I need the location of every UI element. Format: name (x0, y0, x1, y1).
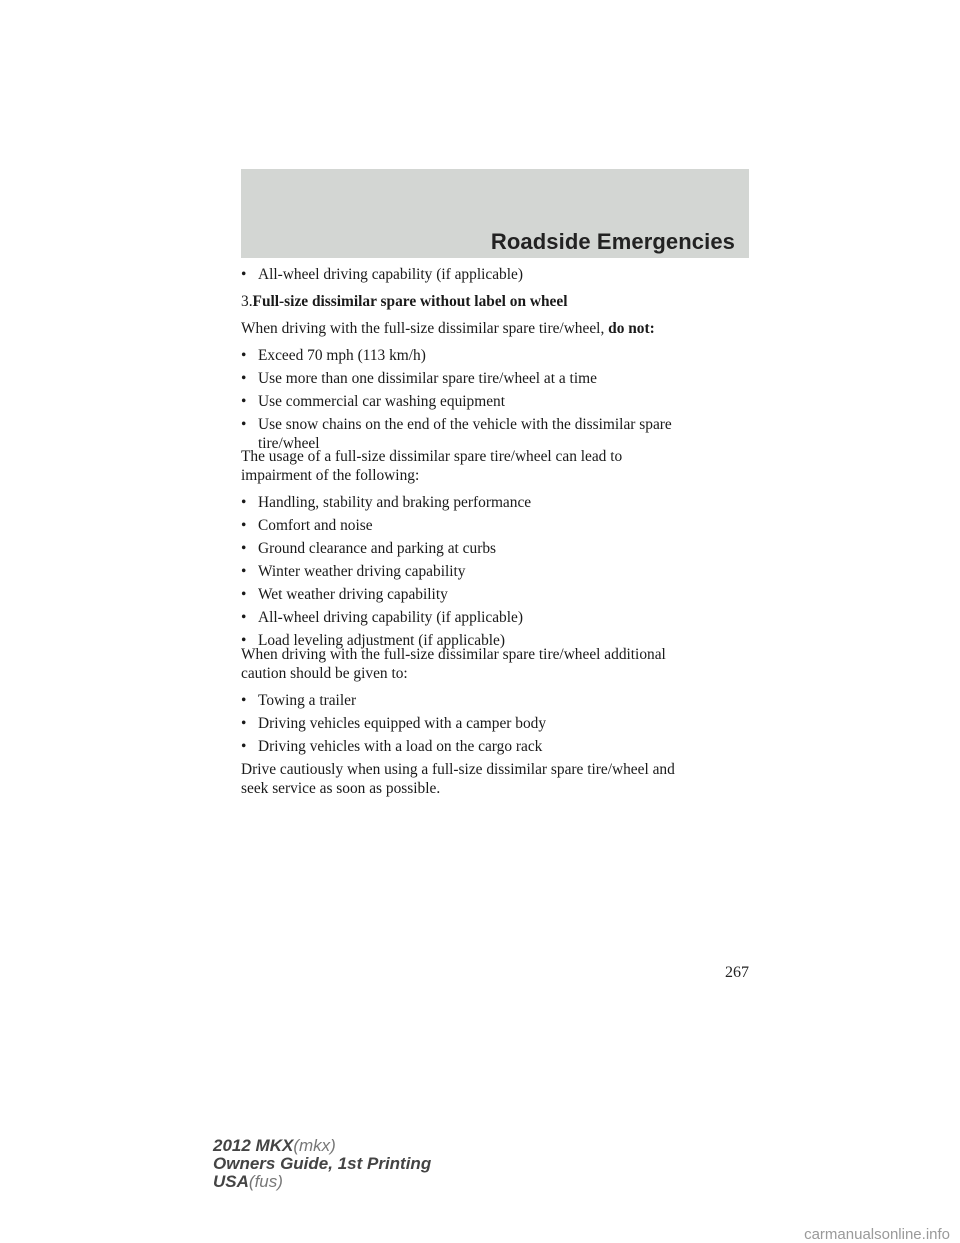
section-title: Roadside Emergencies (490, 229, 735, 254)
numbered-heading (241, 292, 568, 311)
watermark-link[interactable]: carmanualsonline.info (804, 1226, 950, 1243)
bullet-icon: • (241, 563, 247, 580)
page-number: 267 (725, 964, 749, 981)
bullet-icon: • (241, 393, 247, 410)
bullet-icon: • (241, 347, 247, 364)
bullet-icon: • (241, 494, 247, 511)
bullet-item: • Exceed 70 mph (113 km/h) (241, 347, 426, 364)
bullet-item: • Towing a trailer (241, 692, 357, 709)
paragraph: When driving with the full-size dissimilar spare tire/wheel additional caution should be given to: (241, 646, 666, 682)
bullet-item: • Handling, stability and braking performance (241, 494, 532, 511)
bullet-icon: • (241, 715, 247, 732)
bullet-icon: • (241, 370, 247, 387)
footer-imprint: 2012 MKX(mkx) Owners Guide, 1st Printing USA(fus) (213, 1136, 432, 1191)
bullet-item: • Comfort and noise (241, 517, 373, 534)
bullet-icon: • (241, 416, 247, 433)
bullet-item: • Driving vehicles with a load on the cargo rack (241, 738, 543, 755)
bullet-item: • Load leveling adjustment (if applicable) (241, 632, 506, 649)
item-number: 3. (241, 293, 253, 310)
bullet-icon: • (241, 540, 247, 557)
paragraph: When driving with the full-size dissimilar spare tire/wheel, do not: (241, 320, 655, 337)
bullet-icon: • (241, 632, 247, 649)
item-heading: Full-size dissimilar spare without label on wheel (252, 293, 568, 310)
bullet-item: • All-wheel driving capability (if applicable) (241, 266, 523, 283)
bullet-item: • Winter weather driving capability (241, 563, 466, 580)
bullet-item: • Use more than one dissimilar spare tire/wheel at a time (241, 370, 597, 387)
bullet-item: • Driving vehicles equipped with a camper body (241, 715, 547, 732)
bullet-icon: • (241, 266, 247, 283)
bullet-icon: • (241, 586, 247, 603)
bullet-icon: • (241, 692, 247, 709)
paragraph: Drive cautiously when using a full-size dissimilar spare tire/wheel and seek service as soon as possible. (241, 761, 675, 797)
paragraph: The usage of a full-size dissimilar spare tire/wheel can lead to impairment of the following: (241, 448, 623, 484)
bullet-item: • Ground clearance and parking at curbs (241, 540, 497, 557)
bullet-icon: • (241, 738, 247, 755)
bullet-item: • Use commercial car washing equipment (241, 393, 506, 410)
bullet-item: • All-wheel driving capability (if applicable) (241, 609, 523, 626)
bullet-icon: • (241, 609, 247, 626)
bullet-icon: • (241, 517, 247, 534)
section-header-band (241, 169, 749, 258)
bullet-item: • Use snow chains on the end of the vehicle with the dissimilar spare tire/wheel (241, 416, 672, 452)
bullet-item: • Wet weather driving capability (241, 586, 448, 603)
